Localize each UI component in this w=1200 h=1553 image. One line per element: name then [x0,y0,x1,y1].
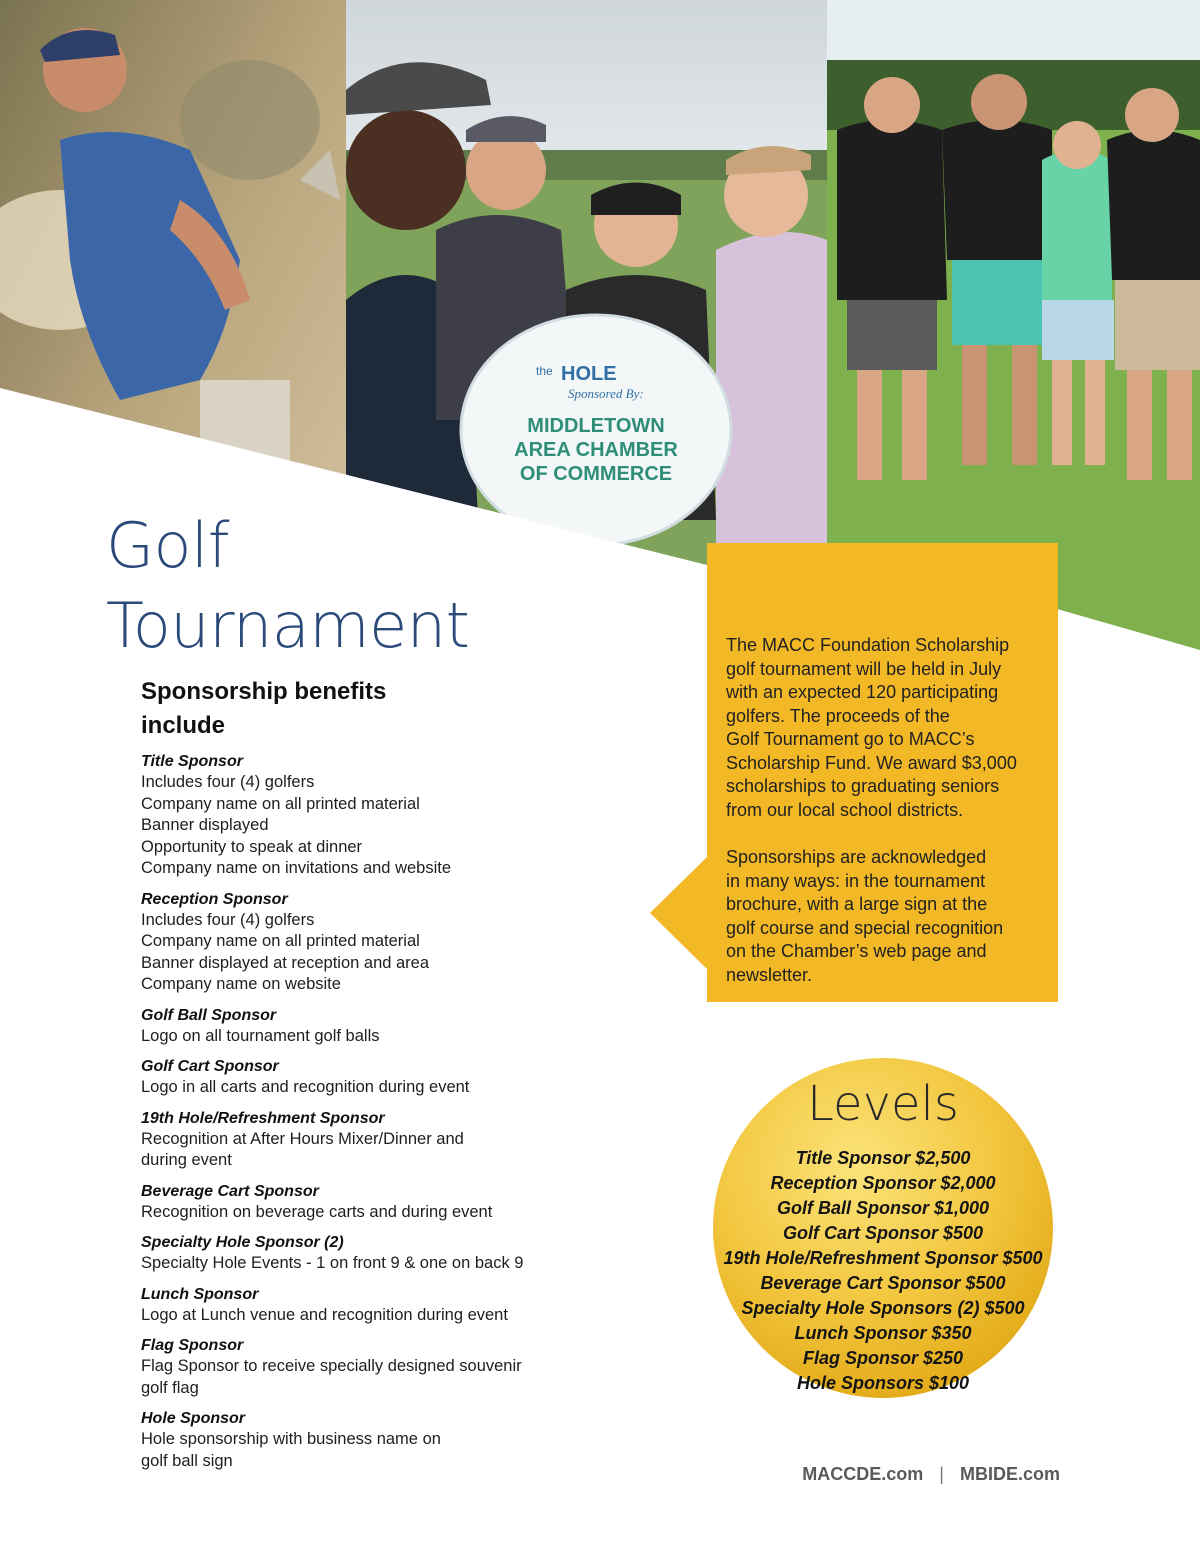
benefit-name: Specialty Hole Sponsor (2) [141,1234,344,1251]
benefit-line: golf flag [141,1378,199,1397]
benefit-list [141,751,571,1472]
level-item: Beverage Cart Sponsor $500 [760,1273,1006,1293]
sponsorship-benefits [141,675,571,1481]
sign-line-1: MIDDLETOWN [527,415,665,437]
benefit-name: Reception Sponsor [141,890,288,908]
level-item: Hole Sponsors $100 [796,1373,970,1393]
benefit-name: Title Sponsor [141,753,243,770]
level-item: Title Sponsor $2,500 [795,1148,971,1168]
benefit-line: Banner displayed at reception and area [141,953,430,972]
benefit-name: Hole Sponsor [141,1410,246,1427]
footer-separator: | [939,1464,944,1484]
benefit-item [141,751,571,880]
benefit-name: Beverage Cart Sponsor [141,1182,319,1200]
benefit-item [141,1108,571,1172]
footer-link-mbide[interactable]: MBIDE.com [959,1464,1060,1484]
benefit-line: Company name on website [141,975,341,993]
benefit-line: Includes four (4) golfers [141,773,315,791]
sign-sponsored-text: Sponsored By: [568,386,644,401]
benefit-item [141,1005,571,1048]
info-text [726,634,1046,1011]
benefit-line: Company name on all printed material [141,932,420,950]
info-paragraph-1: The MACC Foundation Scholarship golf tournament will be held in July with an expected 120 participating golfers. The proceeds of the Golf Tournament go to MACC’s Scholarship Fund. We award $3,000 scholarships to graduating seniors from our local school districts. [726,635,1017,820]
benefit-line: golf ball sign [141,1451,233,1470]
benefit-item [141,889,571,996]
benefit-name: Lunch Sponsor [141,1285,259,1303]
benefit-item [141,1408,571,1472]
benefit-item [141,1232,571,1275]
level-item: Golf Cart Sponsor $500 [782,1223,984,1243]
benefit-name: Golf Ball Sponsor [141,1006,277,1024]
benefit-line: Includes four (4) golfers [141,910,315,929]
level-item: 19th Hole/Refreshment Sponsor $500 [723,1248,1043,1268]
benefit-line: Banner displayed [141,816,269,834]
benefits-heading: Sponsorship benefits include [141,678,387,739]
benefit-line: Hole sponsorship with business name on [141,1430,441,1448]
level-item: Specialty Hole Sponsors (2) $500 [741,1298,1025,1318]
sign-hole-text: HOLE [561,363,617,385]
benefit-line: Logo at Lunch venue and recognition during event [141,1305,508,1324]
benefit-line: Opportunity to speak at dinner [141,837,363,856]
benefit-item [141,1284,571,1327]
sign-the-text: the [536,364,553,378]
title-line-2: Tournament [106,589,470,662]
benefit-item [141,1181,571,1224]
info-box-pointer [650,856,708,970]
benefit-line: during event [141,1151,232,1169]
benefit-line: Company name on all printed material [141,794,420,813]
benefit-name: Flag Sponsor [141,1337,244,1354]
benefit-item [141,1335,571,1399]
benefit-line: Flag Sponsor to receive specially designed souvenir [141,1357,522,1375]
level-item: Flag Sponsor $250 [802,1348,964,1368]
level-item: Lunch Sponsor $350 [794,1323,972,1343]
footer-link-maccde[interactable]: MACCDE.com [802,1464,924,1484]
level-item: Golf Ball Sponsor $1,000 [776,1198,990,1218]
title-line-1: Golf [106,509,230,582]
benefit-line: Recognition on beverage carts and during event [141,1202,493,1221]
benefit-line: Specialty Hole Events - 1 on front 9 & one on back 9 [141,1254,524,1272]
benefit-line: Company name on invitations and website [141,859,452,877]
benefit-name: Golf Cart Sponsor [141,1058,279,1075]
benefit-name: 19th Hole/Refreshment Sponsor [141,1109,385,1127]
levels-title: Levels [807,1076,959,1132]
benefit-item [141,1056,571,1099]
levels-list [700,1146,1066,1396]
sign-line-2: AREA CHAMBER [514,439,678,461]
benefit-line: Logo on all tournament golf balls [141,1026,380,1045]
footer-links [760,1462,1060,1486]
level-item: Reception Sponsor $2,000 [770,1173,996,1193]
benefit-line: Logo in all carts and recognition during event [141,1078,470,1096]
page-title [106,506,469,666]
benefit-line: Recognition at After Hours Mixer/Dinner and [141,1129,464,1148]
sign-line-3: OF COMMERCE [519,463,673,485]
info-paragraph-2: Sponsorships are acknowledged in many ways: in the tournament brochure, with a large sign at the golf course and special recognition on the Chamber’s web page and newsletter. [726,847,1004,985]
